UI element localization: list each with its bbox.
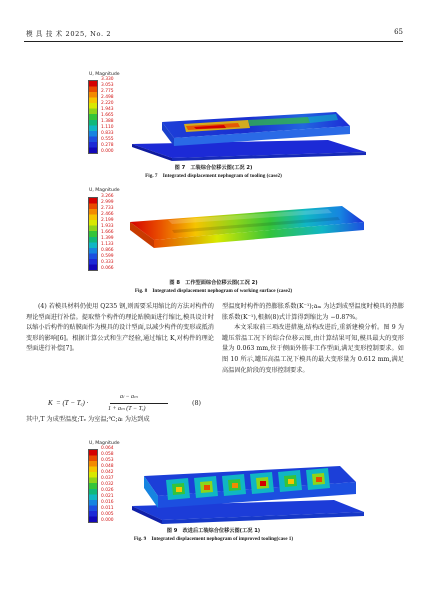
legend-tick: 2.466 (101, 212, 114, 217)
equation-number: (8) (192, 399, 202, 407)
figure-9-caption-zh: 图 9 改进后工装综合位移云图(工况 1) (166, 528, 261, 534)
figure-7-caption-en: Fig. 7 Integrated displacement nephogram of tooling (case2) (145, 173, 282, 179)
legend-tick: 2.999 (101, 200, 114, 205)
legend-tick: 1.388 (101, 119, 114, 124)
legend-tick: 3.330 (101, 77, 114, 82)
legend-tick: 0.058 (101, 452, 114, 457)
legend-tick: 0.026 (101, 488, 114, 493)
legend-tick: 0.000 (101, 149, 114, 154)
legend-tick: 0.048 (101, 464, 114, 469)
legend-tick: 0.866 (101, 248, 114, 253)
improved-tooling-displacement-render (128, 462, 368, 526)
working-surface-displacement-render (128, 196, 368, 276)
legend-tick: 2.199 (101, 218, 114, 223)
legend-ticks (101, 195, 131, 271)
legend-tick: 0.833 (101, 131, 114, 136)
legend-tick: 2.775 (101, 89, 114, 94)
legend-ticks (101, 447, 131, 523)
figure-9-caption-en: Fig. 9 Integrated displacement nephogram of improved tooling(case 1) (133, 536, 294, 542)
figure-8-caption-zh: 图 8 工作型面综合位移云图(工况 2) (169, 280, 258, 286)
contour-legend-bar (88, 197, 98, 271)
legend-tick: 0.053 (101, 458, 114, 463)
legend-tick: 3.053 (101, 83, 114, 88)
right-column (222, 302, 404, 376)
legend-tick: 0.016 (101, 500, 114, 505)
contour-legend-bar (88, 80, 98, 154)
left-column (26, 302, 214, 355)
legend-tick: 0.000 (101, 518, 114, 523)
legend-ticks (101, 78, 131, 154)
formula-denominator: 1 + aₘ (T − Tₑ) (108, 406, 146, 412)
legend-title: U, Magnitude (89, 441, 120, 446)
legend-tick: 0.555 (101, 137, 114, 142)
legend-tick: 0.278 (101, 143, 114, 148)
header-rule (24, 41, 403, 42)
page-number: 65 (394, 28, 403, 36)
legend-tick: 1.133 (101, 242, 114, 247)
body-paragraph-4: (4) 若模具材料仍使用 Q235 钢,则需要采用缩比的方法对构件的理论型面进行补偿。提取整个构件的理论贴膜面进行缩比,模具设计时以缩小后构件的贴膜面作为模具的设计型面,以减少构件的变形或抵消变形的影响[6]。根据计算公式和生产经验,通过缩比 K,对构件的理论型面进行补偿[7]。 (26, 303, 214, 353)
figure-7-caption-zh: 图 7 工装综合位移云图(工况 2) (174, 165, 253, 171)
legend-tick: 1.110 (101, 125, 114, 130)
legend-tick: 0.333 (101, 260, 114, 265)
legend-tick: 1.399 (101, 236, 114, 241)
contour-legend-bar (88, 449, 98, 523)
formula-rhs: = (T − Tₑ) · (56, 399, 89, 407)
legend-tick: 0.021 (101, 494, 114, 499)
legend-title: U, Magnitude (89, 188, 120, 193)
legend-tick: 1.933 (101, 224, 114, 229)
legend-tick: 0.005 (101, 512, 114, 517)
legend-tick: 0.599 (101, 254, 114, 259)
legend-tick: 2.498 (101, 95, 114, 100)
legend-tick: 0.032 (101, 482, 114, 487)
formula-numerator: aₗ − aₘ (120, 394, 138, 400)
body-paragraph-symbols: 其中,T 为成型温度;Tₑ 为室温;℃;aₗ 为达到成 (26, 416, 150, 423)
legend-tick: 0.066 (101, 266, 114, 271)
body-paragraph-coefficients: 型温度时构件的热膨胀系数(K⁻¹);aₘ 为达到成型温度时模具的热膨胀系数(K⁻¹),根据(8)式计算得到缩比为 −0.87%。 (222, 303, 404, 321)
legend-tick: 0.064 (101, 446, 114, 451)
running-head: 模 具 技 术 2025, No. 2 (26, 30, 112, 38)
legend-tick: 3.266 (101, 194, 114, 199)
formula-lhs: K (48, 399, 53, 407)
legend-title: U, Magnitude (89, 72, 120, 77)
legend-tick: 0.037 (101, 476, 114, 481)
tooling-displacement-render (128, 82, 368, 162)
legend-tick: 1.666 (101, 230, 114, 235)
legend-tick: 1.665 (101, 113, 114, 118)
legend-tick: 0.042 (101, 470, 114, 475)
body-paragraph-improvements: 本文采取前三项改进措施,结构改进后,重新建模分析。图 9 为罐压常温工况下的综合位移云图,由计算结果可知,模具最大的变形量为 0.063 mm,位于侧面外筋非工作型面,满足变形控制要求。如图 10 所示,罐压高温工况下模具的最大变形量为 0.612 mm,满足高温固化阶段的变形控制要求。 (222, 324, 404, 374)
legend-tick: 2.733 (101, 206, 114, 211)
legend-tick: 0.011 (101, 506, 114, 511)
formula-fraction-bar (110, 403, 168, 404)
legend-tick: 2.220 (101, 101, 114, 106)
legend-tick: 1.943 (101, 107, 114, 112)
left-column-continuation (26, 415, 216, 426)
figure-8-caption-en: Fig. 8 Integrated displacement nephogram of working surface (case2) (134, 288, 293, 294)
